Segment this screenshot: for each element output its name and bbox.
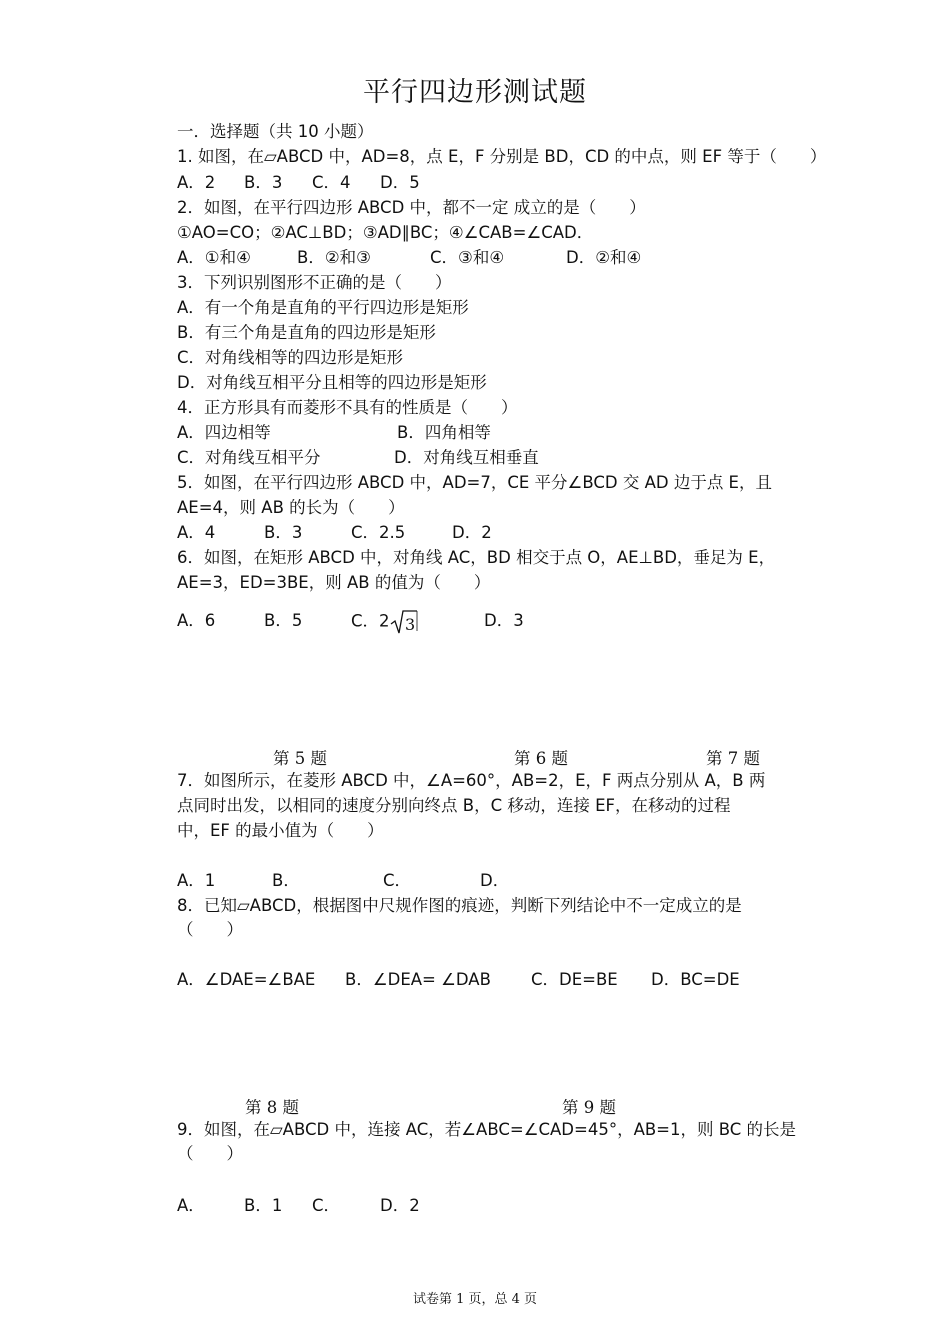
q4-option-c: C．对角线互相平分 bbox=[177, 448, 321, 467]
q6-option-d: D．3 bbox=[484, 611, 524, 630]
q1-option-c: C．4 bbox=[312, 173, 351, 192]
q9-stem-line1: 9．如图，在▱ABCD 中，连接 AC，若∠ABC=∠CAD=45°，AB=1，则 BC 的长是 bbox=[177, 1120, 797, 1139]
page-footer: 试卷第 1 页，总 4 页 bbox=[412, 1292, 538, 1307]
q5-option-b: B．3 bbox=[264, 523, 303, 542]
q9-option-c: C． bbox=[312, 1196, 341, 1215]
q2-stem: 2．如图，在平行四边形 ABCD 中，都不一定 成立的是（ ） bbox=[177, 198, 646, 217]
q4-option-a: A．四边相等 bbox=[177, 423, 271, 442]
q5-option-d: D．2 bbox=[452, 523, 492, 542]
q6-option-c-label: C．2 bbox=[351, 611, 390, 631]
q6-option-a: A．6 bbox=[177, 611, 216, 630]
q7-option-d: D． bbox=[480, 871, 510, 890]
q2-statements: ①AO=CO；②AC⊥BD；③AD∥BC；④∠CAB=∠CAD． bbox=[177, 223, 594, 242]
square-root-symbol bbox=[390, 609, 418, 635]
q1-option-d: D．5 bbox=[380, 173, 420, 192]
figure-caption-q8: 第 8 题 bbox=[245, 1098, 299, 1117]
q7-stem-line1: 7．如图所示，在菱形 ABCD 中，∠A=60°，AB=2，E，F 两点分别从 A，B 两 bbox=[177, 771, 766, 790]
q5-option-a: A．4 bbox=[177, 523, 216, 542]
q7-stem-line2: 点同时出发，以相同的速度分别向终点 B，C 移动，连接 EF，在移动的过程 bbox=[177, 796, 731, 815]
q9-option-d: D．2 bbox=[380, 1196, 420, 1215]
q3-option-d: D．对角线互相平分且相等的四边形是矩形 bbox=[177, 373, 487, 392]
q8-option-b: B．∠DEA= ∠DAB bbox=[345, 970, 491, 989]
q7-option-c: C． bbox=[383, 871, 412, 890]
q8-option-c: C．DE=BE bbox=[531, 970, 618, 989]
q4-option-d: D．对角线互相垂直 bbox=[394, 448, 539, 467]
q3-option-a: A．有一个角是直角的平行四边形是矩形 bbox=[177, 298, 469, 317]
q9-stem-line2: （ ） bbox=[177, 1144, 243, 1163]
q2-option-c: C．③和④ bbox=[430, 248, 505, 267]
q5-stem-line2: AE=4，则 AB 的长为（ ） bbox=[177, 498, 405, 517]
q9-option-b: B．1 bbox=[244, 1196, 283, 1215]
page-title: 平行四边形测试题 bbox=[363, 77, 587, 108]
q8-option-a: A．∠DAE=∠BAE bbox=[177, 970, 316, 989]
figure-caption-q9: 第 9 题 bbox=[562, 1098, 616, 1117]
q2-option-d: D．②和④ bbox=[566, 248, 642, 267]
q7-option-a: A．1 bbox=[177, 871, 216, 890]
q8-stem-line2: （ ） bbox=[177, 920, 243, 939]
q7-option-b: B． bbox=[272, 871, 300, 890]
q4-stem: 4．正方形具有而菱形不具有的性质是（ ） bbox=[177, 398, 518, 417]
figure-caption-q5: 第 5 题 bbox=[273, 749, 327, 768]
q7-stem-line3: 中，EF 的最小值为（ ） bbox=[177, 821, 384, 840]
figure-caption-q6: 第 6 题 bbox=[514, 749, 568, 768]
q6-option-b: B．5 bbox=[264, 611, 303, 630]
section-heading: 一．选择题（共 10 小题） bbox=[177, 122, 374, 141]
q1-option-a: A．2 bbox=[177, 173, 216, 192]
q3-stem: 3．下列识别图形不正确的是（ ） bbox=[177, 273, 452, 292]
q2-option-b: B．②和③ bbox=[297, 248, 371, 267]
q6-stem-line2: AE=3，ED=3BE，则 AB 的值为（ ） bbox=[177, 573, 491, 592]
q1-option-b: B．3 bbox=[244, 173, 283, 192]
q3-option-b: B．有三个角是直角的四边形是矩形 bbox=[177, 323, 436, 342]
q6-stem-line1: 6．如图，在矩形 ABCD 中，对角线 AC，BD 相交于点 O，AE⊥BD，垂足为 E， bbox=[177, 548, 776, 567]
q2-option-a: A．①和④ bbox=[177, 248, 251, 267]
q3-option-c: C．对角线相等的四边形是矩形 bbox=[177, 348, 404, 367]
q1-stem: 1. 如图，在▱ABCD 中，AD=8，点 E，F 分别是 BD，CD 的中点，则 EF 等于（ ） bbox=[177, 147, 827, 166]
q8-option-d: D．BC=DE bbox=[651, 970, 740, 989]
q6-option-c bbox=[351, 609, 418, 635]
q5-stem-line1: 5．如图，在平行四边形 ABCD 中，AD=7，CE 平分∠BCD 交 AD 边于点 E，且 bbox=[177, 473, 772, 492]
q4-option-b: B．四角相等 bbox=[397, 423, 491, 442]
q6-radicand: 3 bbox=[404, 615, 415, 634]
q8-stem-line1: 8．已知▱ABCD，根据图中尺规作图的痕迹，判断下列结论中不一定成立的是 bbox=[177, 896, 742, 915]
q9-option-a: A． bbox=[177, 1196, 205, 1215]
q5-option-c: C．2.5 bbox=[351, 523, 406, 542]
figure-caption-q7: 第 7 题 bbox=[706, 749, 760, 768]
